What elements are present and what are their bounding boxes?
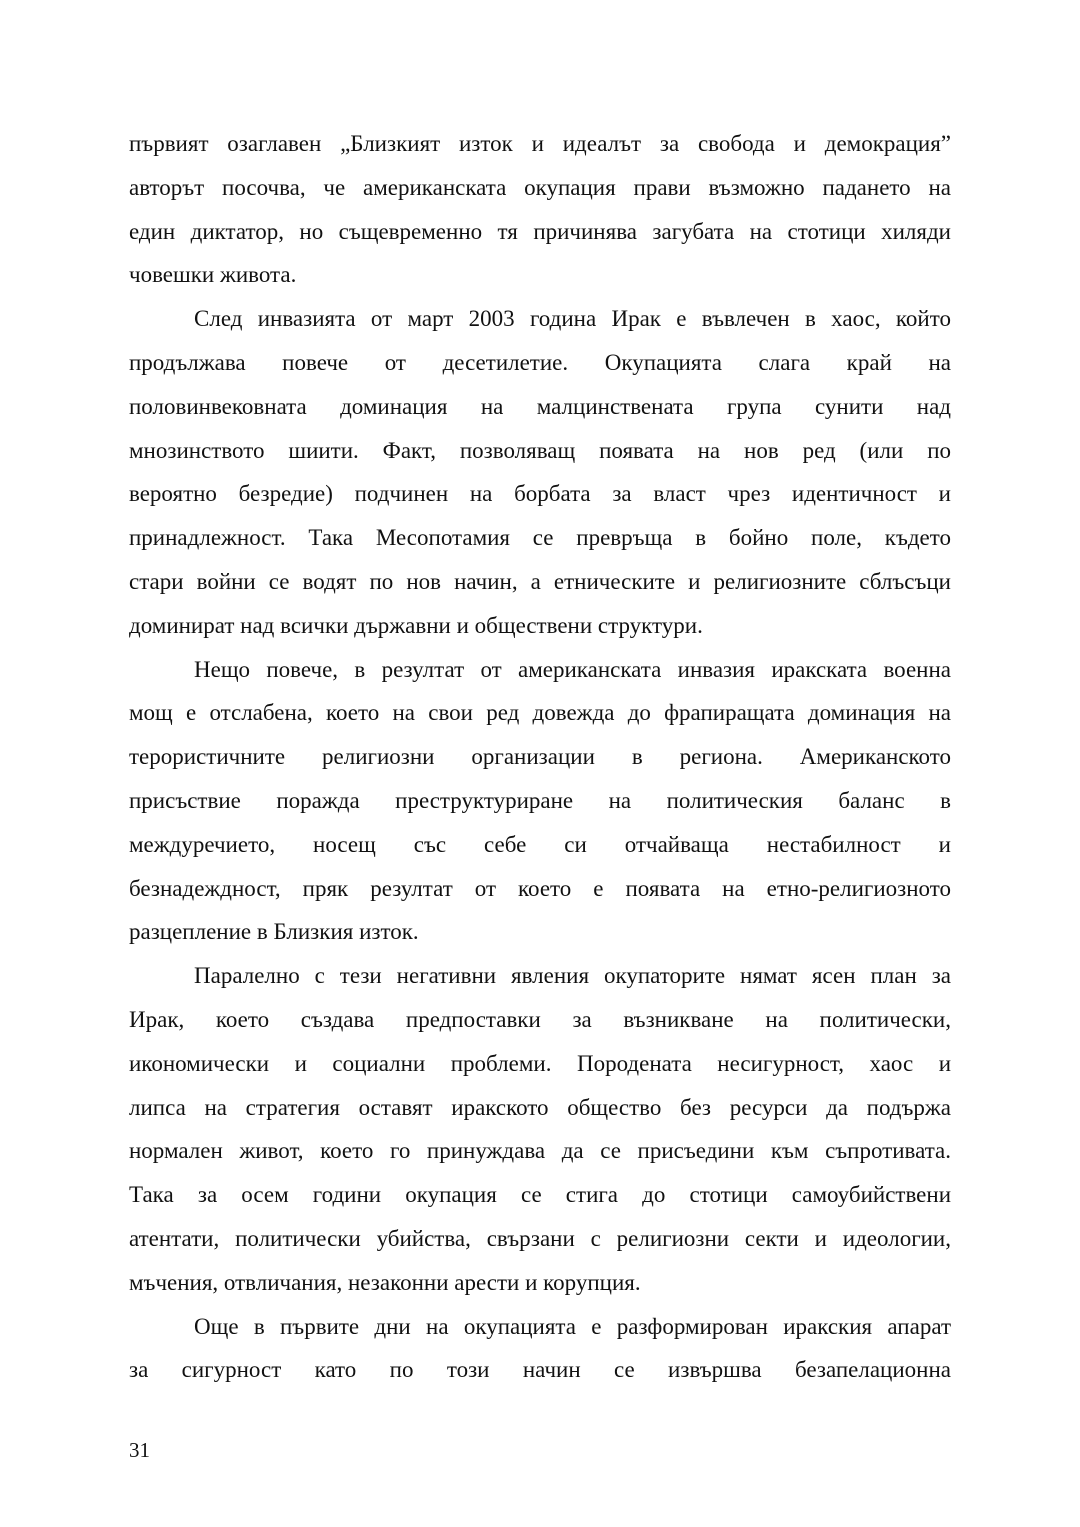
text-line: един диктатор, но същевременно тя причинява загубата на стотици хиляди (129, 218, 951, 244)
text-line: мнозинството шиити. Факт, позволяващ появата на нов ред (или по (129, 437, 951, 463)
text-line: Паралелно с тези негативни явления окупаторите нямат ясен план за (194, 963, 951, 989)
text-line: мощ е отслабена, което на свои ред довежда до фрапиращата доминация на (129, 700, 951, 726)
text-line: половинвековната доминация на малцинствената група сунити над (129, 393, 951, 419)
text-line: първият озаглавен „Близкият изток и идеалът за свобода и демокрация” (129, 131, 951, 156)
text-line: продължава повече от десетилетие. Окупацията слага край на (129, 349, 951, 375)
text-line: авторът посочва, че американската окупация прави възможно падането на (129, 174, 951, 200)
text-line: вероятно безредие) подчинен на борбата за власт чрез идентичност и (129, 481, 951, 507)
text-line: стари войни се водят по нов начин, а етническите и религиозните сблъсъци (129, 568, 951, 594)
text-line: Така за осем години окупация се стига до стотици самоубийствени (129, 1182, 951, 1208)
body-text (129, 122, 951, 1392)
page-number: 31 (129, 1438, 150, 1462)
text-line: Още в първите дни на окупацията е разформирован иракския апарат (194, 1313, 951, 1339)
text-line: човешки живота. (129, 262, 297, 288)
text-line: Ирак, което създава предпоставки за възникване на политически, (129, 1006, 951, 1032)
text-line: междуречието, носещ със себе си отчайваща нестабилност и (129, 831, 951, 857)
text-line: доминират над всички държавни и обществени структури. (129, 612, 703, 638)
text-line: липса на стратегия оставят иракското общество без ресурси да подържа (129, 1094, 951, 1120)
text-line: принадлежност. Така Месопотамия се превръща в бойно поле, където (129, 525, 951, 551)
text-line: терористичните религиозни организации в региона. Американското (129, 744, 951, 770)
text-line: разцепление в Близкия изток. (129, 919, 419, 945)
text-line: присъствие поражда преструктуриране на политическия баланс в (129, 787, 951, 813)
text-line: След инвазията от март 2003 година Ирак е въвлечен в хаос, който (194, 306, 951, 332)
text-line: атентати, политически убийства, свързани с религиозни секти и идеологии, (129, 1225, 951, 1251)
text-line: Нещо повече, в резултат от американската инвазия иракската военна (194, 656, 951, 682)
text-line: нормален живот, което го принуждава да се присъедини към съпротивата. (129, 1138, 951, 1164)
text-line: икономически и социални проблеми. Породената несигурност, хаос и (129, 1050, 951, 1076)
text-line: безнадеждност, пряк резултат от което е появата на етно-религиозното (129, 875, 951, 901)
text-line: мъчения, отвличания, незаконни арести и корупция. (129, 1269, 641, 1295)
text-line: за сигурност като по този начин се извършва безапелационна (129, 1357, 951, 1383)
